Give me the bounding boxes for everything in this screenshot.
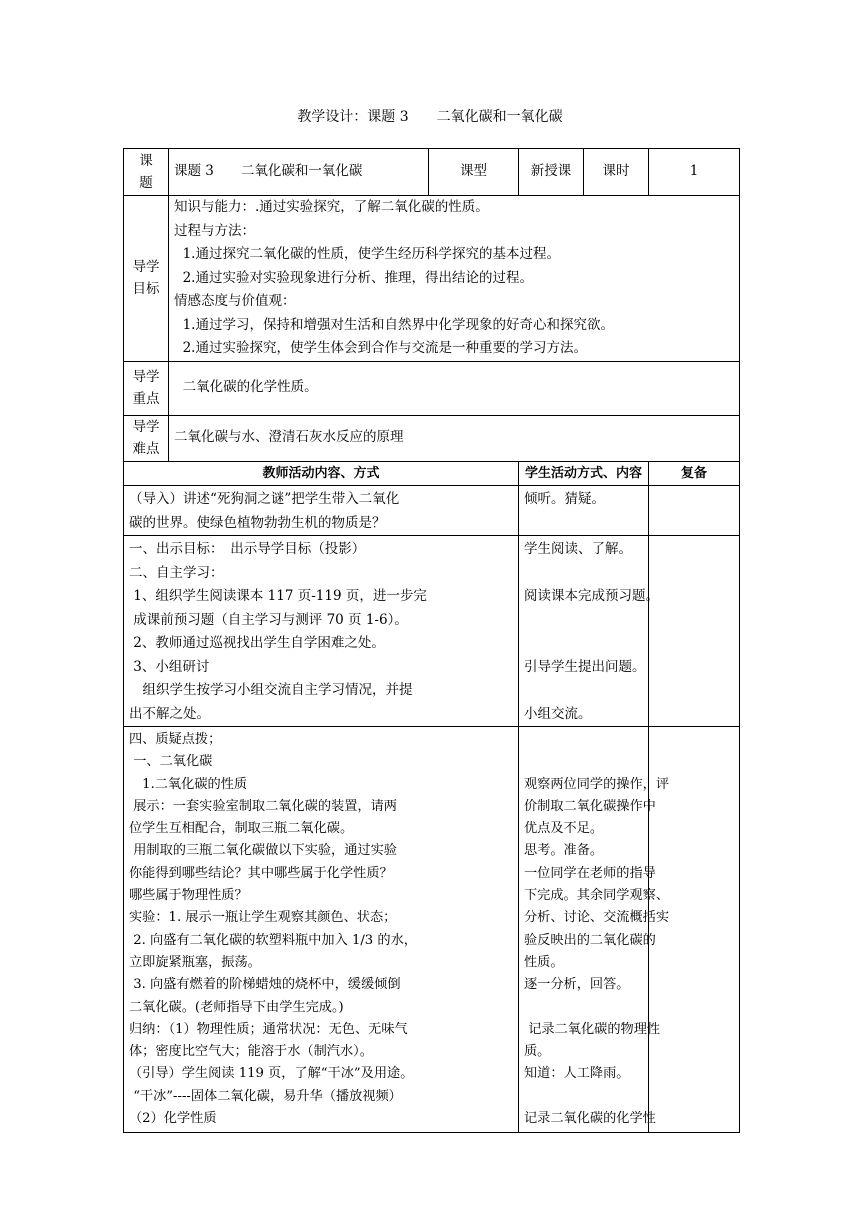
teacher-line: 出不解之处。	[129, 705, 210, 722]
activity-row-self-study	[124, 536, 740, 727]
student-line	[524, 609, 643, 633]
student-line: 一位同学在老师的指导	[524, 865, 656, 881]
teacher-line: 成课前预习题（自主学习与测评 70 页 1-6）。	[129, 611, 408, 628]
activity-row-intro	[124, 486, 740, 536]
col-header-student: 学生活动方式、内容	[519, 461, 649, 486]
student-line: 性质。	[524, 954, 564, 970]
teacher-line: 立即旋紧瓶塞，振荡。	[129, 954, 261, 970]
teacher-line: 位学生互相配合，制取三瓶二氧化碳。	[129, 821, 354, 837]
goals-row	[124, 196, 740, 362]
student-line: 分析、讨论、交流概括实	[524, 910, 670, 926]
student-line	[524, 562, 643, 586]
col-header-review: 复备	[649, 461, 740, 486]
goal-line: 1.通过探究二氧化碳的性质，使学生经历科学探究的基本过程。	[174, 246, 560, 262]
student-line: 逐一分析，回答。	[524, 977, 630, 993]
student-line	[524, 729, 643, 751]
label-key-points: 导学 重点	[124, 361, 169, 415]
student-line	[524, 751, 643, 773]
teacher-line: 2. 向盛有二氧化碳的软塑料瓶中加入 1/3 的水，	[129, 932, 417, 948]
student-line	[524, 679, 643, 703]
teacher-line: 体；密度比空气大；能溶于水（制汽水）。	[129, 1044, 373, 1060]
student-cell	[519, 536, 659, 727]
teacher-cell	[124, 536, 519, 727]
teacher-line: 四、质疑点拨；	[129, 732, 222, 747]
difficulty-text: 二氧化碳与水、澄清石灰水反应的原理	[169, 415, 740, 461]
header-row	[124, 149, 740, 196]
teacher-line: 用制取的三瓶二氧化碳做以下实验，通过实验	[129, 843, 397, 859]
student-line: 价制取二氧化碳操作中	[524, 798, 656, 814]
review-cell	[649, 536, 740, 727]
teacher-line: 展示：一套实验室制取二氧化碳的装置，请两	[129, 798, 397, 814]
difficulty-row	[124, 415, 740, 461]
teacher-line: 1、组织学生阅读课本 117 页-119 页，进一步完	[129, 588, 427, 604]
label-keti: 课 题	[124, 149, 169, 196]
teacher-line: 实验：1. 展示一瓶让学生观察其颜色、状态；	[129, 910, 397, 926]
teacher-line: 1.二氧化碳的性质	[129, 776, 248, 792]
keti-value: 课题 3 二氧化碳和一氧化碳	[169, 149, 429, 196]
goal-line: 2.通过实验探究，使学生体会到合作与交流是一种重要的学习方法。	[174, 340, 587, 356]
teacher-line: 2、教师通过巡视找出学生自学困难之处。	[129, 635, 385, 651]
teacher-line: 3、小组研讨	[129, 658, 210, 675]
student-line	[524, 1086, 643, 1108]
lesson-plan-table	[123, 148, 740, 1133]
label-hours: 课时	[584, 149, 649, 196]
student-line: 小组交流。	[524, 705, 592, 722]
student-line: 学生阅读、了解。	[524, 541, 632, 557]
student-line: 引导学生提出问题。	[524, 658, 646, 675]
student-line: 阅读课本完成预习题。	[524, 588, 659, 604]
activity-row-discussion	[124, 727, 740, 1133]
teacher-line: 二、自主学习：	[129, 564, 224, 581]
goals-content	[169, 196, 740, 362]
student-line: 知道：人工降雨。	[524, 1066, 630, 1082]
label-type: 课型	[429, 149, 519, 196]
column-header-row	[124, 461, 740, 486]
student-line	[524, 632, 643, 656]
teacher-cell	[124, 486, 519, 536]
goal-line: 2.通过实验对实验现象进行分析、推理，得出结论的过程。	[174, 269, 533, 286]
teacher-line: 3. 向盛有燃着的阶梯蜡烛的烧杯中，缓缓倾倒	[129, 977, 401, 993]
document-title: 教学设计：课题 3 二氧化碳和一氧化碳	[297, 109, 563, 125]
teacher-line: 一、出示目标： 出示导学目标（投影）	[129, 541, 366, 557]
goal-line: 情感态度与价值观：	[174, 293, 296, 309]
teacher-cell	[124, 727, 519, 1133]
hours-value: 1	[649, 149, 740, 196]
type-value: 新授课	[519, 149, 584, 196]
student-line: 记录二氧化碳的物理性	[524, 1021, 661, 1037]
teacher-line: 组织学生按学习小组交流自主学习情况，并提	[129, 682, 413, 698]
student-line: 思考。准备。	[524, 843, 604, 859]
teacher-line: （引导）学生阅读 119 页，了解“干冰”及用途。	[129, 1066, 414, 1082]
teacher-line: （导入）讲述“死狗洞之谜”把学生带入二氧化	[129, 491, 400, 507]
teacher-line: 碳的世界。使绿色植物勃勃生机的物质是？	[129, 514, 386, 531]
goal-line: 知识与能力：.通过实验探究，了解二氧化碳的性质。	[174, 199, 489, 215]
teacher-line: 二氧化碳。(老师指导下由学生完成。)	[129, 999, 344, 1015]
goal-line: 过程与方法：	[174, 222, 255, 239]
label-difficulty: 导学 难点	[124, 415, 169, 461]
goal-line: 1.通过学习，保持和增强对生活和自然界中化学现象的好奇心和探究欲。	[174, 316, 614, 333]
teacher-line: 一、二氧化碳	[129, 754, 213, 770]
student-line	[524, 997, 643, 1019]
review-cell	[649, 486, 740, 536]
key-points-row	[124, 361, 740, 415]
student-cell	[519, 727, 670, 1133]
student-cell	[519, 486, 649, 536]
student-line: 观察两位同学的操作，评	[524, 776, 670, 792]
student-line: 质。	[524, 1044, 551, 1060]
teacher-line: 哪些属于物理性质？	[129, 888, 248, 904]
teacher-line: “干冰”----固体二氧化碳，易升华（播放视频）	[129, 1088, 402, 1104]
teacher-line: 你能得到哪些结论？其中哪些属于化学性质？	[129, 865, 393, 881]
student-line: 记录二氧化碳的化学性	[524, 1111, 656, 1127]
teacher-line: 归纳：（1）物理性质；通常状况：无色、无味气	[129, 1021, 408, 1037]
col-header-teacher: 教师活动内容、方式	[124, 461, 519, 486]
student-line: 优点及不足。	[524, 821, 604, 837]
teacher-line: （2）化学性质	[129, 1111, 217, 1127]
student-line: 倾听。猜疑。	[524, 491, 605, 507]
student-line: 验反映出的二氧化碳的	[524, 932, 656, 948]
label-goals: 导学 目标	[124, 196, 169, 362]
student-line: 下完成。其余同学观察、	[524, 888, 670, 904]
key-points-text: 二氧化碳的化学性质。	[169, 361, 740, 415]
